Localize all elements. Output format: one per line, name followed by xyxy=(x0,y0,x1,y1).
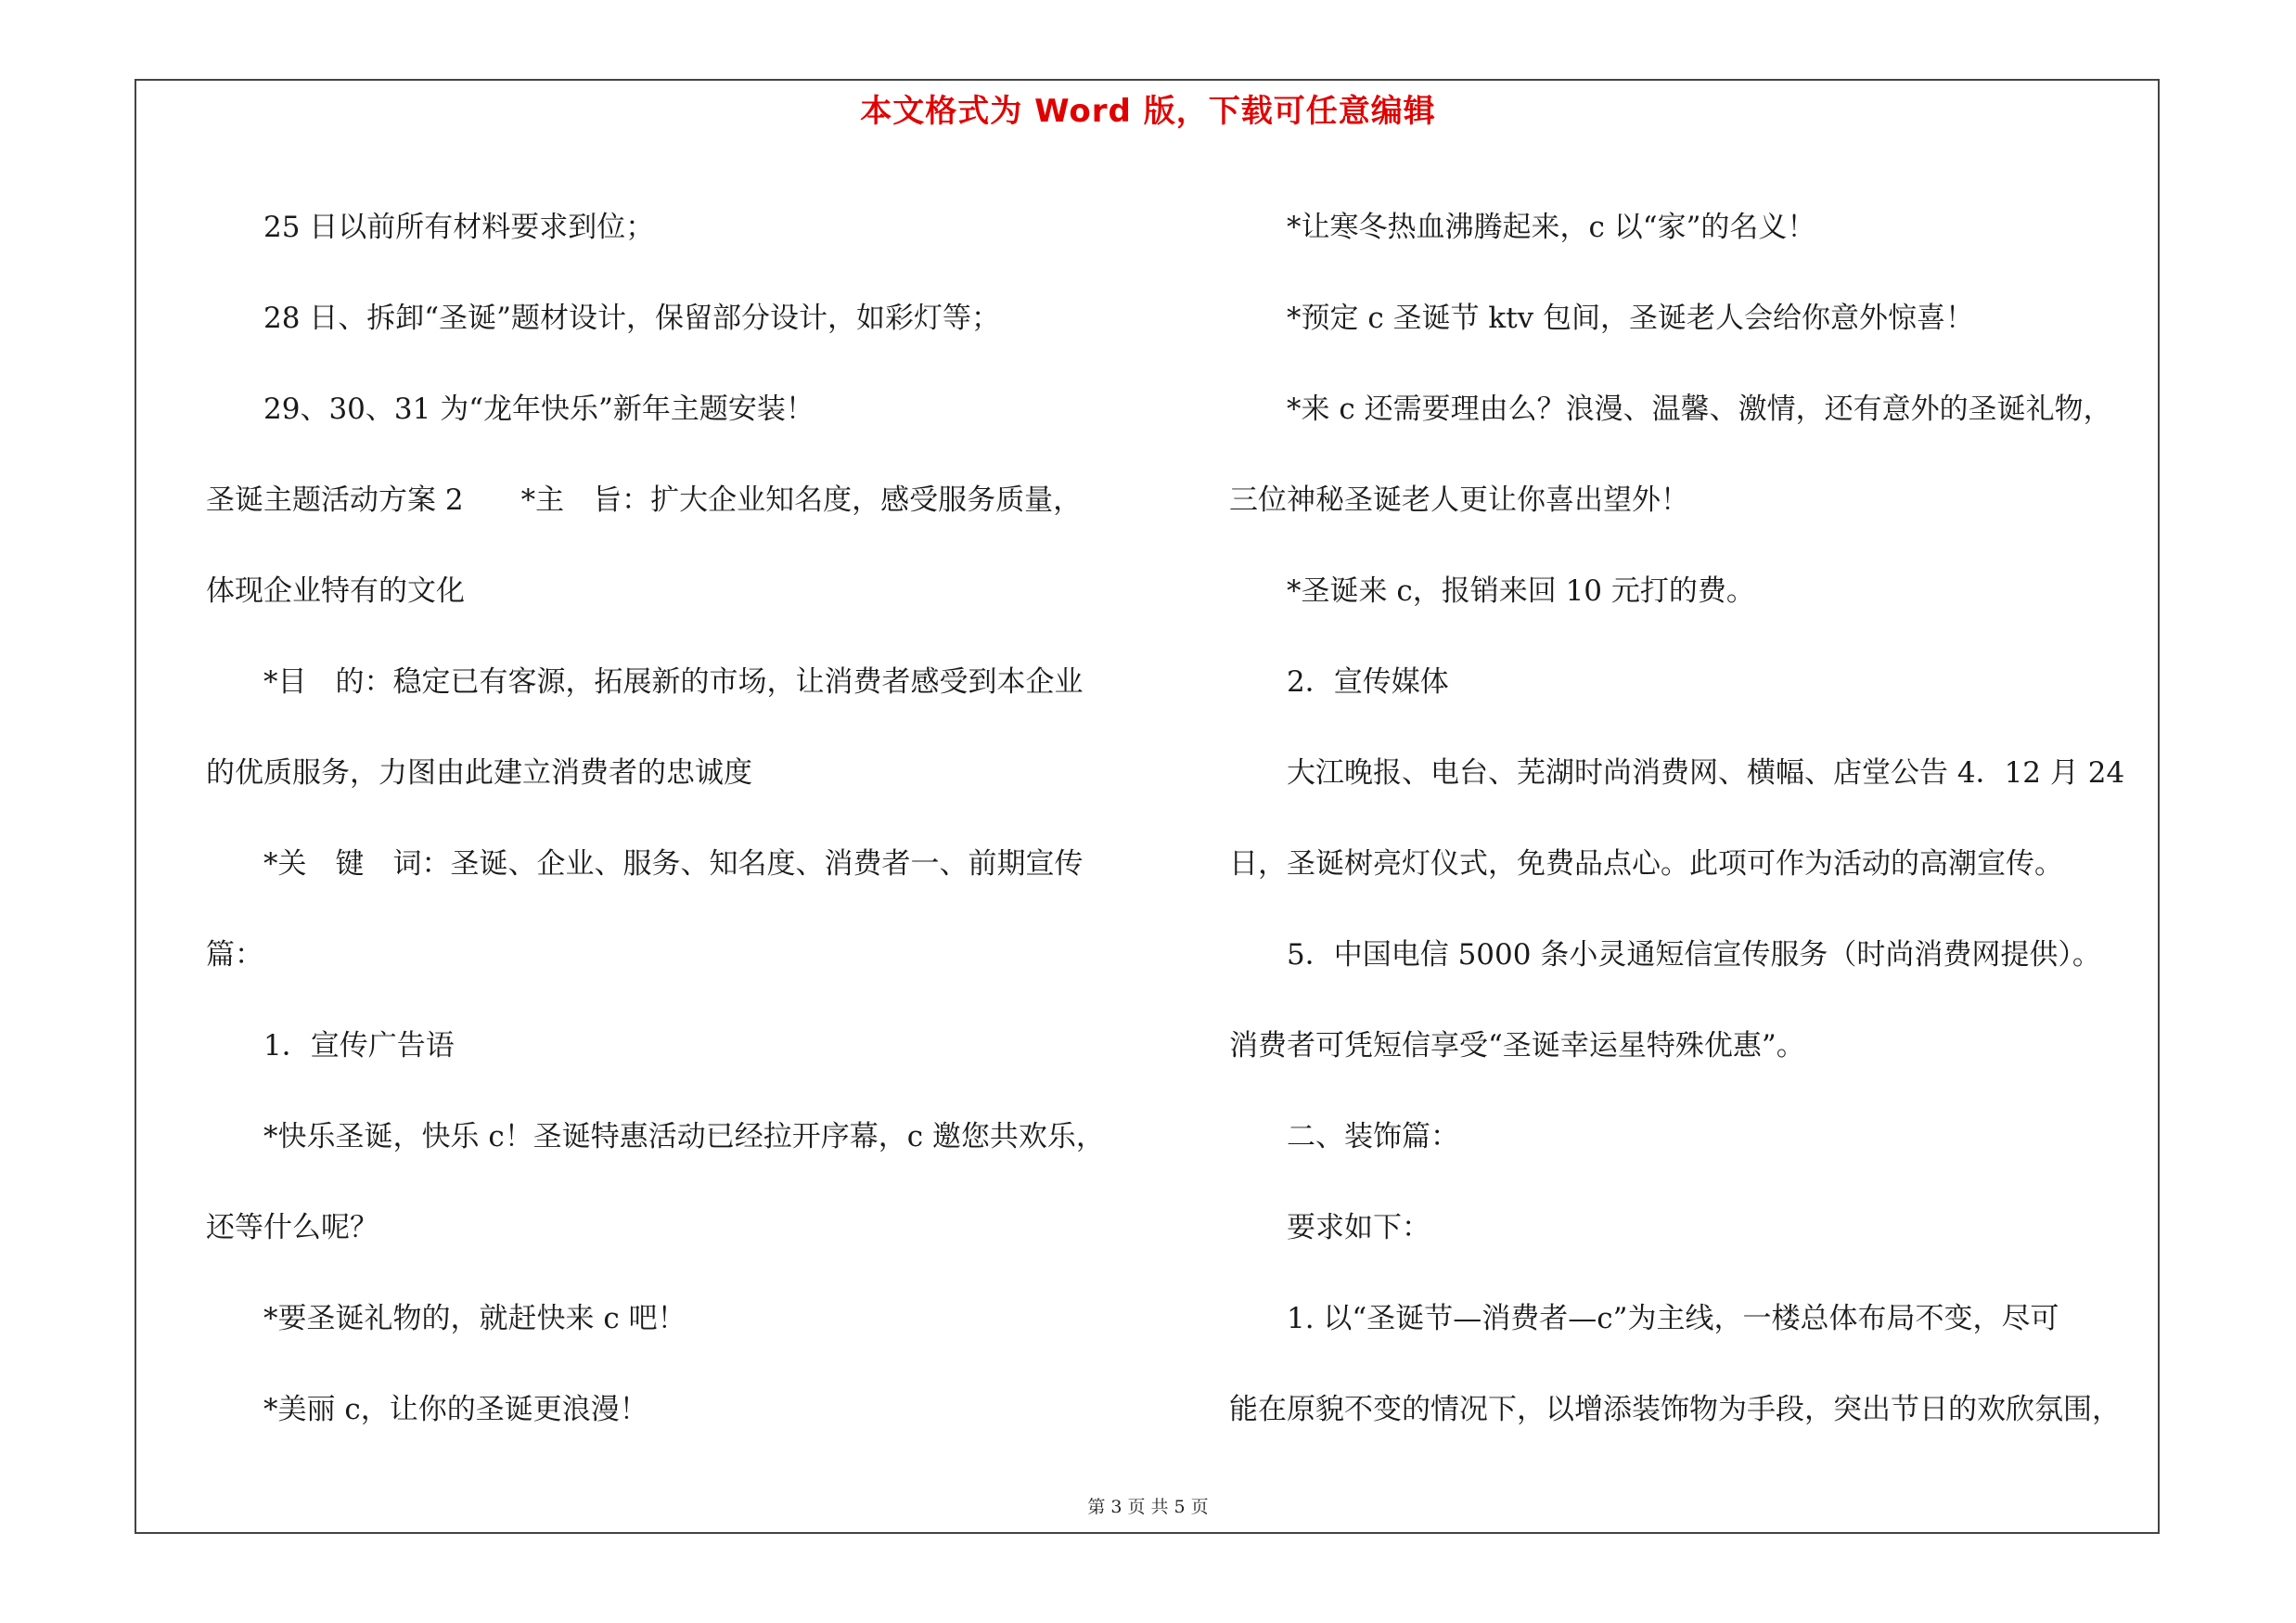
paragraph-line: *快乐圣诞，快乐 c！圣诞特惠活动已经拉开序幕，c 邀您共欢乐， xyxy=(263,1120,1105,1153)
paragraph-line: 的优质服务，力图由此建立消费者的忠诚度 xyxy=(206,756,752,790)
paragraph-line: 大江晚报、电台、芜湖时尚消费网、横幅、店堂公告 4．12 月 24 xyxy=(1287,756,2125,790)
paragraph-line: 体现企业特有的文化 xyxy=(206,574,465,608)
header-banner: 本文格式为 Word 版，下载可任意编辑 xyxy=(860,93,1436,130)
paragraph-line: 1．宣传广告语 xyxy=(263,1029,455,1063)
paragraph-line: *关 键 词：圣诞、企业、服务、知名度、消费者一、前期宣传 xyxy=(263,847,1084,881)
paragraph-line: *预定 c 圣诞节 ktv 包间，圣诞老人会给你意外惊喜！ xyxy=(1287,302,1975,335)
paragraph-line: *美丽 c，让你的圣诞更浪漫！ xyxy=(263,1393,648,1426)
paragraph-line: 2．宣传媒体 xyxy=(1287,665,1449,699)
paragraph-line: *要圣诞礼物的，就赶快来 c 吧！ xyxy=(263,1302,686,1335)
paragraph-line: 能在原貌不变的情况下，以增添装饰物为手段，突出节日的欢欣氛围， xyxy=(1229,1393,2121,1426)
paragraph-line: 消费者可凭短信享受“圣诞幸运星特殊优惠”。 xyxy=(1229,1029,1805,1063)
paragraph-line: *目 的：稳定已有客源，拓展新的市场，让消费者感受到本企业 xyxy=(263,665,1084,699)
paragraph-line: 篇： xyxy=(206,938,263,972)
paragraph-line: *圣诞来 c，报销来回 10 元打的费。 xyxy=(1287,574,1755,608)
left-column xyxy=(206,182,1134,1455)
paragraph-line: 二、装饰篇： xyxy=(1287,1120,1459,1153)
paragraph-line: 还等什么呢？ xyxy=(206,1211,378,1244)
paragraph-line: *让寒冬热血沸腾起来，c 以“家”的名义！ xyxy=(1287,211,1816,244)
paragraph-line: 28 日、拆卸“圣诞”题材设计，保留部分设计，如彩灯等； xyxy=(263,302,1000,335)
paragraph-line: 29、30、31 为“龙年快乐”新年主题安装！ xyxy=(263,393,815,426)
paragraph-line: 日，圣诞树亮灯仪式，免费品点心。此项可作为活动的高潮宣传。 xyxy=(1229,847,2063,881)
paragraph-line: 圣诞主题活动方案 2 *主 旨：扩大企业知名度，感受服务质量， xyxy=(206,483,1083,517)
paragraph-line: 1. 以“圣诞节—消费者—c”为主线，一楼总体布局不变，尽可 xyxy=(1287,1302,2059,1335)
paragraph-line: 25 日以前所有材料要求到位； xyxy=(263,211,655,244)
paragraph-line: *来 c 还需要理由么？浪漫、温馨、激情，还有意外的圣诞礼物， xyxy=(1287,393,2112,426)
paragraph-line: 三位神秘圣诞老人更让你喜出望外！ xyxy=(1229,483,1689,517)
right-column xyxy=(1229,182,2166,1455)
page-number: 第 3 页 共 5 页 xyxy=(1087,1497,1209,1517)
paragraph-line: 5．中国电信 5000 条小灵通短信宣传服务（时尚消费网提供）。 xyxy=(1287,938,2101,972)
paragraph-line: 要求如下： xyxy=(1287,1211,1430,1244)
